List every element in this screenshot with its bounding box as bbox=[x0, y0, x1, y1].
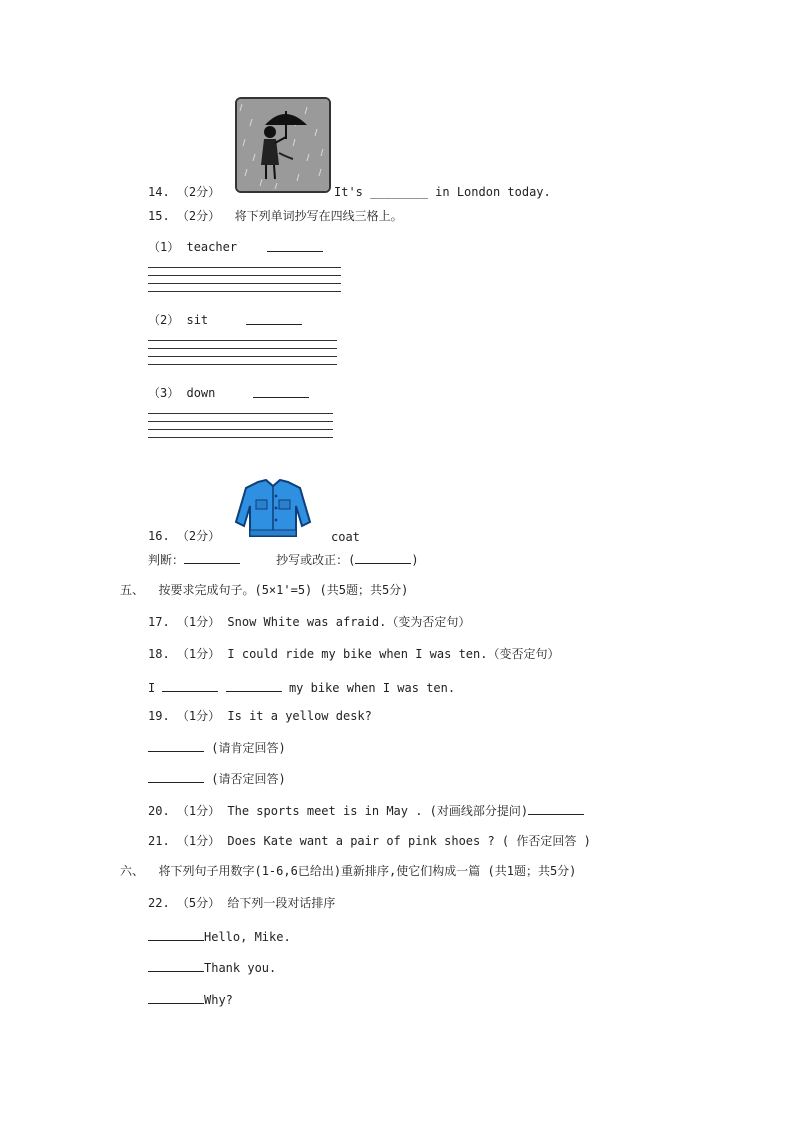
answer-blank[interactable] bbox=[253, 385, 309, 398]
question-text: Is it a yellow desk? bbox=[227, 709, 372, 723]
item-index: （3） bbox=[148, 386, 180, 400]
copy-item-1 bbox=[148, 239, 237, 255]
section-title: 按要求完成句子。(5×1'=5) (共5题；共5分) bbox=[158, 583, 409, 597]
question-number: 16. bbox=[148, 529, 170, 543]
question-16-answer bbox=[148, 551, 419, 568]
dialogue-line bbox=[148, 959, 276, 976]
question-number: 22. bbox=[148, 896, 170, 910]
hint-text: (请否定回答) bbox=[211, 772, 286, 786]
question-number: 18. bbox=[148, 647, 170, 661]
section-number: 六、 bbox=[120, 864, 145, 878]
question-18 bbox=[148, 646, 559, 662]
question-score: （1分） bbox=[176, 804, 221, 818]
order-blank[interactable] bbox=[148, 991, 204, 1004]
question-14 bbox=[148, 184, 220, 200]
question-20 bbox=[148, 802, 584, 819]
section-6-heading bbox=[120, 863, 576, 879]
question-score: （1分） bbox=[176, 647, 221, 661]
question-14-text: It's ________ in London today. bbox=[334, 185, 551, 199]
item-index: （1） bbox=[148, 240, 180, 254]
dialogue-text: Thank you. bbox=[204, 961, 277, 975]
judge-label: 判断： bbox=[148, 553, 185, 567]
order-blank[interactable] bbox=[148, 928, 204, 941]
question-text: 将下列单词抄写在四线三格上。 bbox=[234, 209, 403, 223]
question-16 bbox=[148, 528, 220, 544]
question-score: （1分） bbox=[176, 709, 221, 723]
dialogue-text: Why? bbox=[204, 993, 233, 1007]
four-line-grid[interactable] bbox=[148, 413, 333, 445]
hint-text: (请肯定回答) bbox=[211, 741, 286, 755]
question-number: 14. bbox=[148, 185, 170, 199]
question-text: The sports meet is in May . (对画线部分提问) bbox=[227, 804, 529, 818]
answer-blank[interactable] bbox=[528, 802, 584, 815]
answer-blank[interactable] bbox=[162, 679, 218, 692]
question-15 bbox=[148, 208, 403, 224]
answer-blank[interactable] bbox=[267, 239, 323, 252]
question-19-no bbox=[148, 770, 286, 787]
question-19 bbox=[148, 708, 372, 724]
question-text: I could ride my bike when I was ten.（变否定句） bbox=[227, 647, 560, 661]
item-word: teacher bbox=[186, 240, 238, 254]
answer-blank[interactable] bbox=[148, 770, 204, 783]
dialogue-line bbox=[148, 928, 291, 945]
section-title: 将下列句子用数字(1-6,6已给出)重新排序,使它们构成一篇 (共1题；共5分) bbox=[158, 864, 577, 878]
question-21 bbox=[148, 833, 591, 849]
item-word: sit bbox=[186, 313, 209, 327]
question-number: 17. bbox=[148, 615, 170, 629]
question-19-yes bbox=[148, 739, 286, 756]
four-line-grid[interactable] bbox=[148, 340, 337, 372]
question-18-answer bbox=[148, 679, 455, 696]
section-5-heading bbox=[120, 582, 408, 598]
question-text: Snow White was afraid.（变为否定句） bbox=[227, 615, 471, 629]
question-number: 20. bbox=[148, 804, 170, 818]
question-score: （1分） bbox=[176, 834, 221, 848]
answer-blank[interactable] bbox=[246, 312, 302, 325]
answer-blank[interactable] bbox=[148, 739, 204, 752]
answer-start: I bbox=[148, 681, 156, 695]
question-text: 给下列一段对话排序 bbox=[227, 896, 336, 910]
judge-blank[interactable] bbox=[184, 551, 240, 564]
question-score: （2分） bbox=[176, 529, 221, 543]
question-score: （5分） bbox=[176, 896, 221, 910]
correct-label: 抄写或改正：( bbox=[276, 553, 356, 567]
correct-blank[interactable] bbox=[355, 551, 411, 564]
dialogue-line bbox=[148, 991, 233, 1008]
answer-blank[interactable] bbox=[226, 679, 282, 692]
question-number: 15. bbox=[148, 209, 170, 223]
coat-image bbox=[232, 478, 314, 540]
question-17 bbox=[148, 614, 470, 630]
four-line-grid[interactable] bbox=[148, 267, 341, 299]
question-number: 19. bbox=[148, 709, 170, 723]
order-blank[interactable] bbox=[148, 959, 204, 972]
question-22 bbox=[148, 895, 335, 911]
paren-close: ) bbox=[411, 553, 419, 567]
question-16-word: coat bbox=[331, 530, 360, 544]
question-score: （2分） bbox=[176, 185, 221, 199]
copy-item-2 bbox=[148, 312, 208, 328]
question-score: （2分） bbox=[176, 209, 221, 223]
section-number: 五、 bbox=[120, 583, 145, 597]
answer-end: my bike when I was ten. bbox=[288, 681, 456, 695]
item-index: （2） bbox=[148, 313, 180, 327]
question-number: 21. bbox=[148, 834, 170, 848]
item-word: down bbox=[186, 386, 216, 400]
dialogue-text: Hello, Mike. bbox=[204, 930, 291, 944]
question-score: （1分） bbox=[176, 615, 221, 629]
copy-item-3 bbox=[148, 385, 215, 401]
question-text: Does Kate want a pair of pink shoes ? ( 作否定回答 ) bbox=[227, 834, 591, 848]
rain-umbrella-image bbox=[235, 97, 331, 193]
